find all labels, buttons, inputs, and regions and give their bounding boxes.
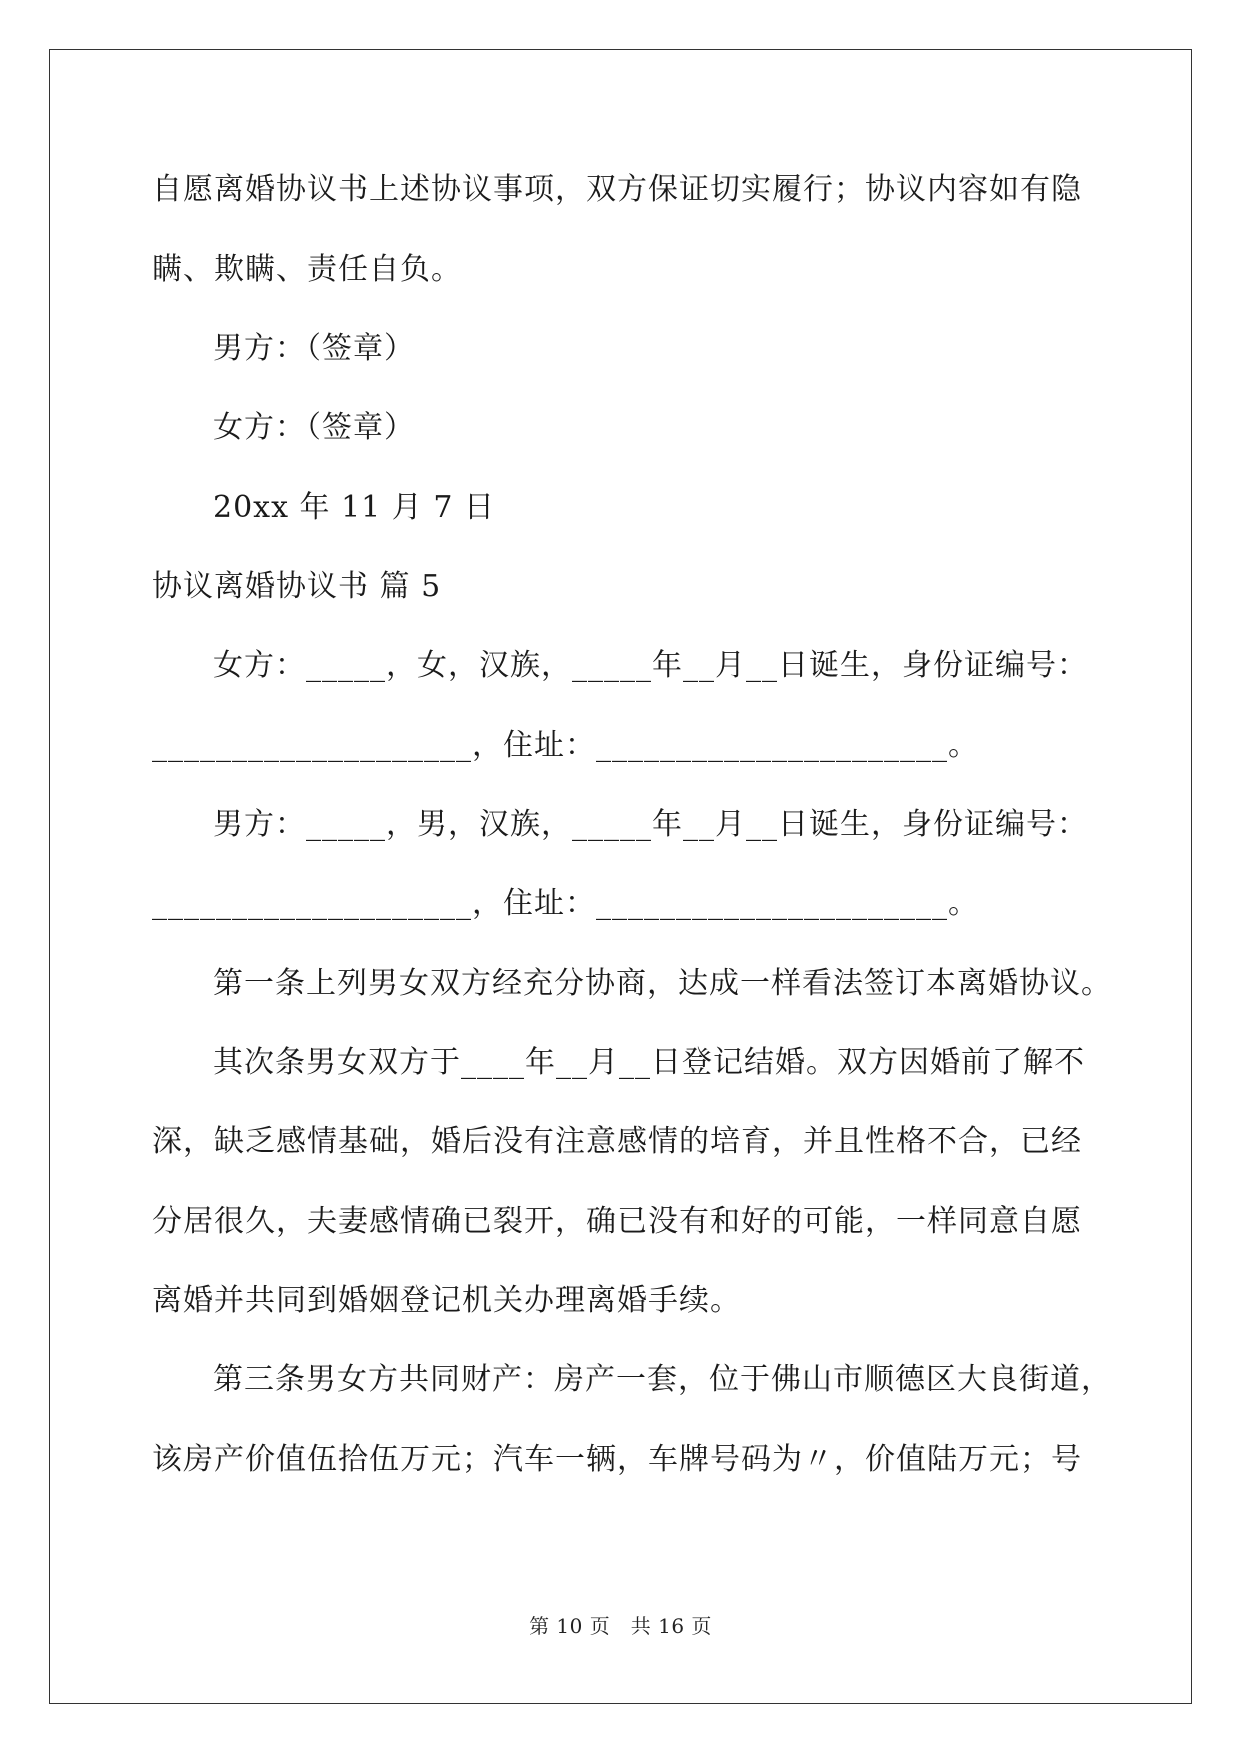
party-female-address: ____________________，住址：______________________。 [152, 728, 979, 763]
paragraph-line: 自愿离婚协议书上述协议事项，双方保证切实履行；协议内容如有隐 [152, 172, 1082, 207]
clause-3: 第三条男女方共同财产：房产一套，位于佛山市顺德区大良街道， [213, 1362, 1112, 1397]
clause-2: 其次条男女双方于____年__月__日登记结婚。双方因婚前了解不 [213, 1045, 1085, 1080]
paragraph-line: 瞒、欺瞒、责任自负。 [152, 252, 462, 287]
paragraph-line: 分居很久，夫妻感情确已裂开，确已没有和好的可能，一样同意自愿 [152, 1204, 1082, 1239]
party-female-line: 女方：_____，女，汉族，_____年__月__日诞生，身份证编号： [213, 648, 1088, 683]
clause-1: 第一条上列男女双方经充分协商，达成一样看法签订本离婚协议。 [213, 966, 1112, 1001]
party-male-line: 男方：_____，男，汉族，_____年__月__日诞生，身份证编号： [213, 807, 1088, 842]
party-male-address: ____________________，住址：______________________。 [152, 886, 979, 921]
date-line: 20xx 年 11 月 7 日 [213, 490, 495, 525]
paragraph-line: 该房产价值伍拾伍万元；汽车一辆，车牌号码为〃，价值陆万元；号 [152, 1442, 1082, 1477]
page-number-footer: 第 10 页 共 16 页 [529, 1614, 712, 1638]
signature-female: 女方：（签章） [213, 410, 415, 445]
paragraph-line: 深，缺乏感情基础，婚后没有注意感情的培育，并且性格不合，已经 [152, 1124, 1082, 1159]
section-heading: 协议离婚协议书 篇 5 [152, 569, 442, 604]
signature-male: 男方：（签章） [213, 331, 415, 366]
paragraph-line: 离婚并共同到婚姻登记机关办理离婚手续。 [152, 1283, 741, 1318]
